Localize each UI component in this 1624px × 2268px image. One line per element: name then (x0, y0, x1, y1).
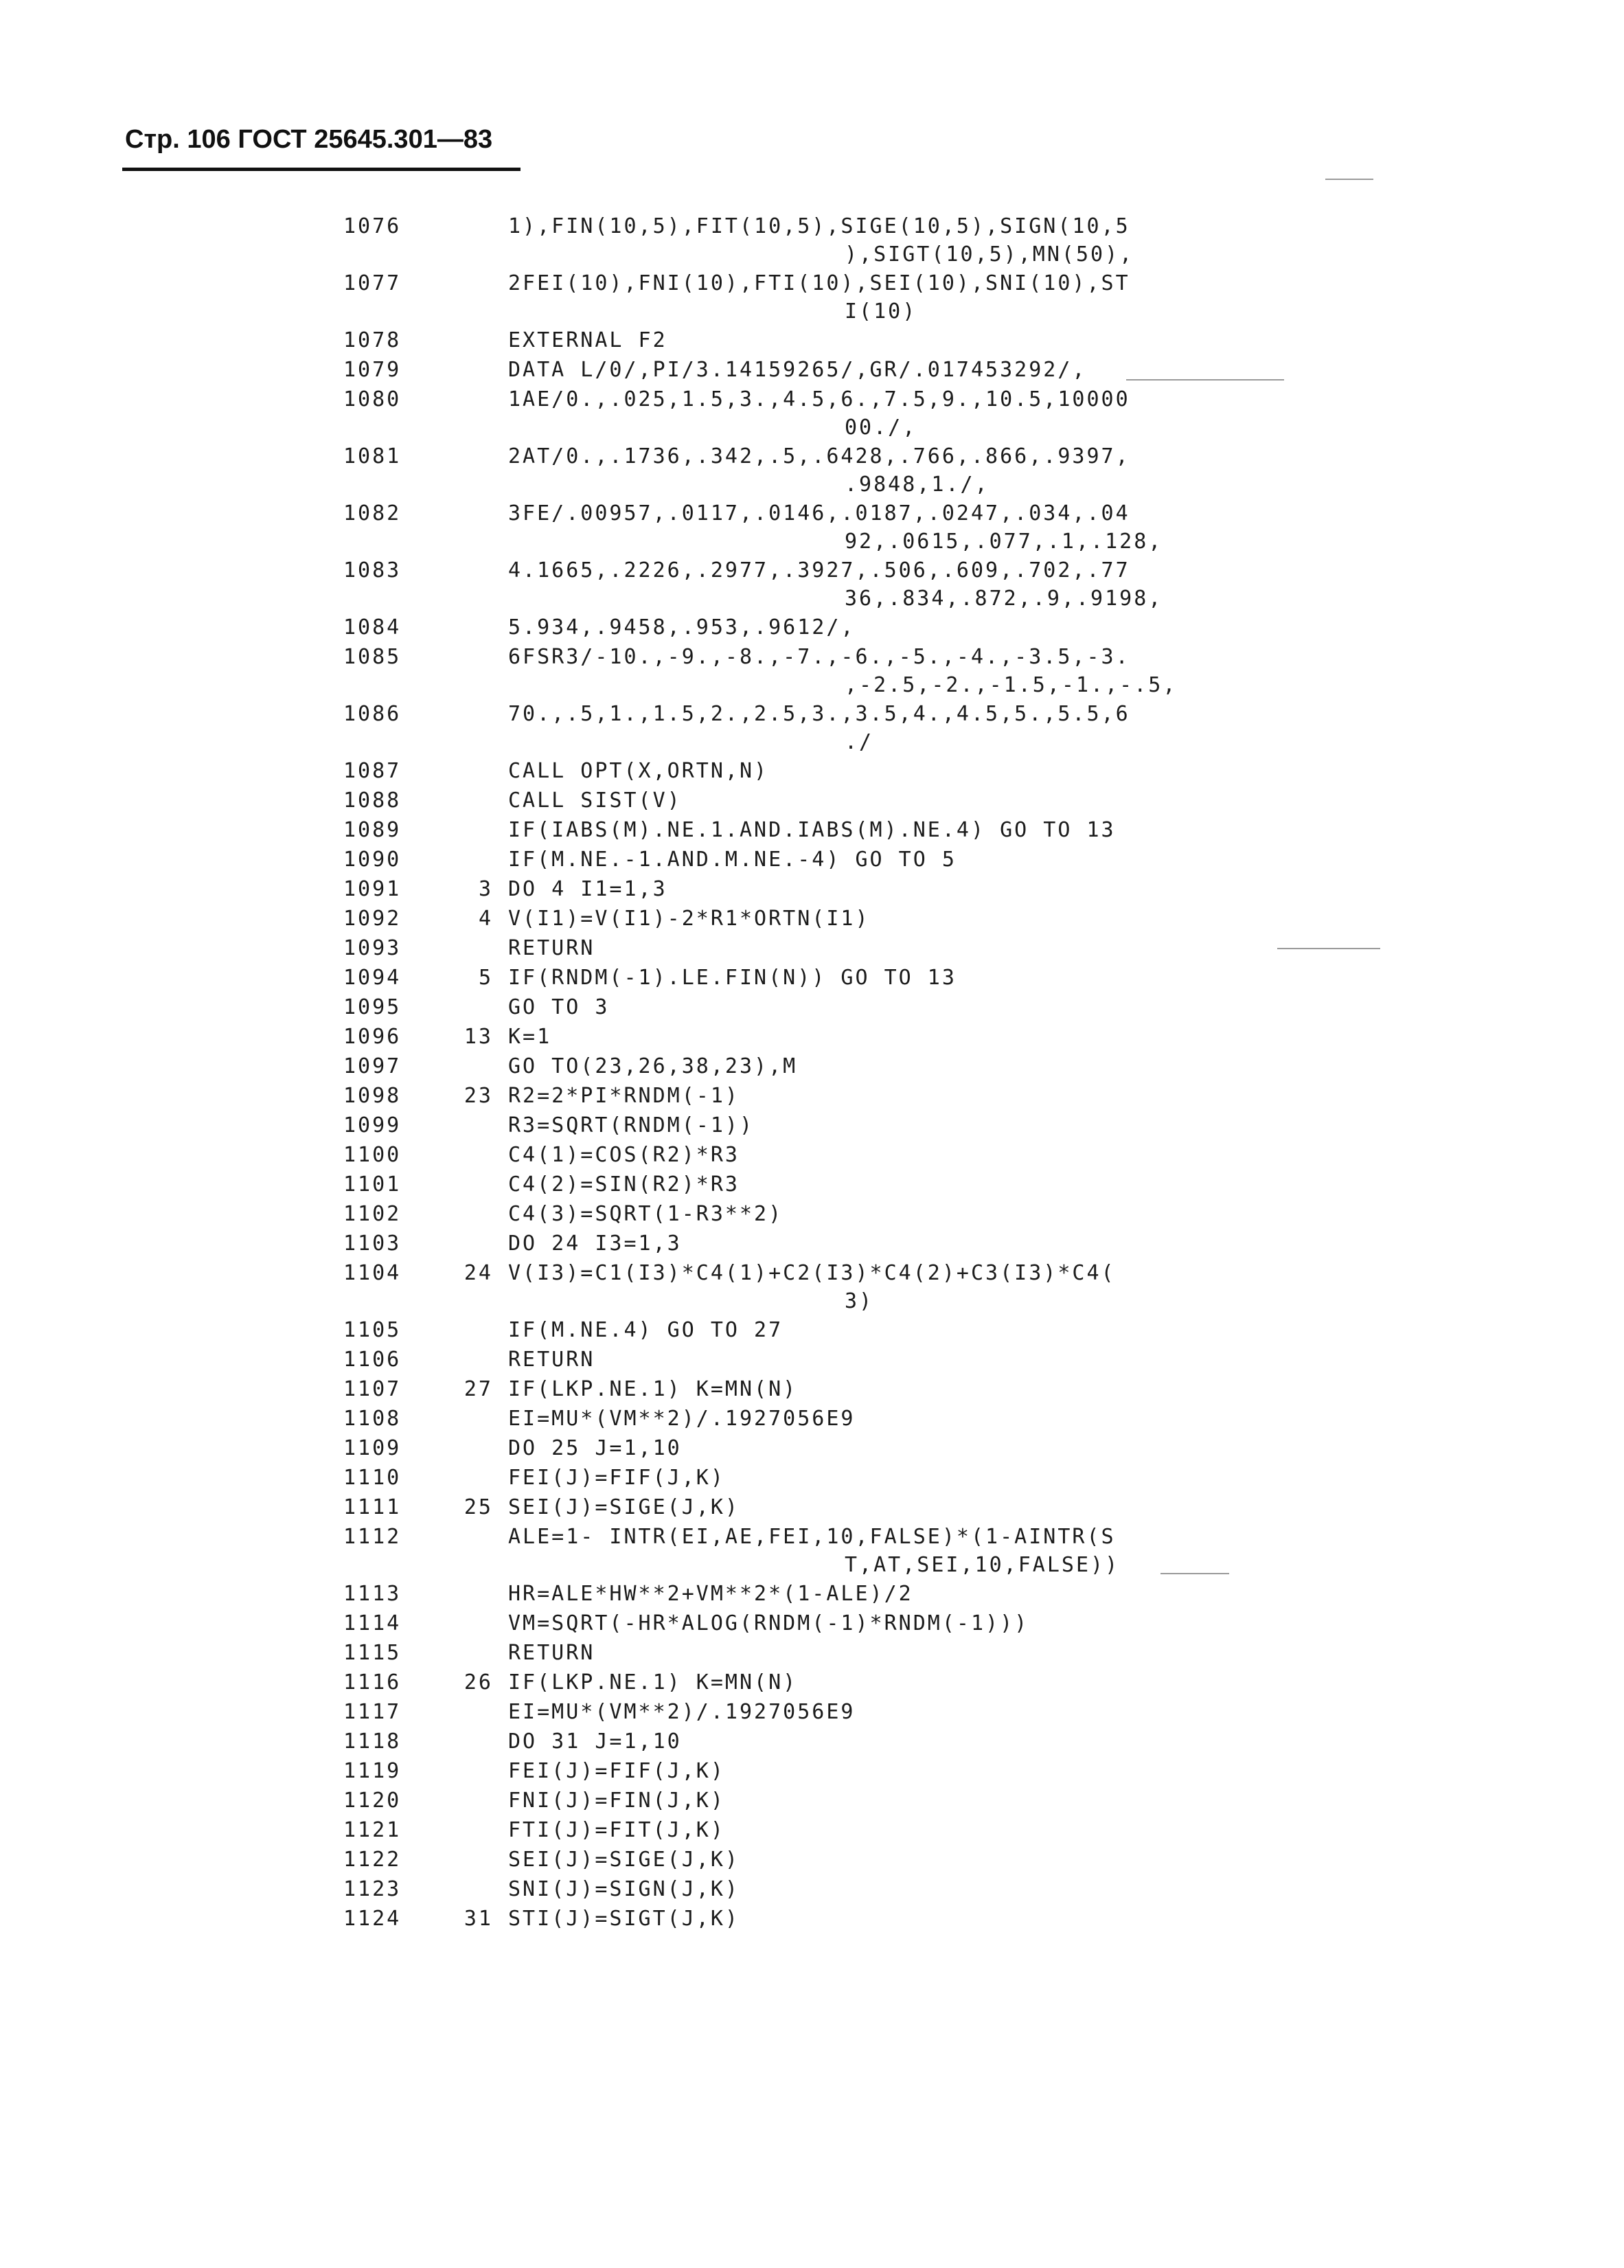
code-text-block (508, 442, 1415, 499)
line-number: 1112 (343, 1525, 402, 1549)
code-text-block (508, 1463, 1415, 1493)
code-line (343, 1170, 1415, 1199)
code-line (343, 642, 1415, 699)
code-text: FTI(J)=FIT(J,K) (508, 1818, 725, 1842)
code-line (343, 904, 1415, 933)
code-continuation: T,AT,SEI,10,FALSE)) (845, 1553, 1120, 1577)
line-number: 1100 (343, 1143, 402, 1167)
line-number: 1123 (343, 1877, 402, 1901)
code-line (343, 1315, 1415, 1345)
code-text-block (508, 1199, 1415, 1229)
statement-label: 26 (464, 1670, 493, 1694)
statement-label: 3 (478, 877, 493, 901)
code-text-block (508, 963, 1415, 993)
statement-label: 31 (464, 1907, 493, 1931)
code-text-block (508, 1579, 1415, 1609)
line-number: 1081 (343, 444, 402, 468)
code-line (343, 874, 1415, 904)
code-text: DO 31 J=1,10 (508, 1730, 682, 1754)
line-number: 1122 (343, 1848, 402, 1872)
code-text-block (508, 1022, 1415, 1052)
code-text-block (508, 1815, 1415, 1845)
code-text-block (508, 1845, 1415, 1874)
code-line (343, 613, 1415, 642)
code-text-block (508, 1786, 1415, 1815)
line-number: 1096 (343, 1025, 402, 1049)
line-number: 1079 (343, 358, 402, 382)
line-number: 1083 (343, 558, 402, 582)
line-number: 1110 (343, 1466, 402, 1490)
line-number: 1085 (343, 645, 402, 669)
line-number: 1118 (343, 1730, 402, 1754)
line-number: 1102 (343, 1202, 402, 1226)
code-text: RETURN (508, 1348, 595, 1372)
code-line (343, 786, 1415, 815)
line-number: 1086 (343, 702, 402, 726)
line-number: 1076 (343, 214, 402, 238)
code-line (343, 1815, 1415, 1845)
line-number: 1089 (343, 818, 402, 842)
line-number: 1094 (343, 966, 402, 990)
code-continuation: ),SIGT(10,5),MN(50), (845, 242, 1134, 267)
code-text: VM=SQRT(-HR*ALOG(RNDM(-1)*RNDM(-1))) (508, 1611, 1029, 1635)
code-text: DATA L/0/,PI/3.14159265/,GR/.017453292/, (508, 358, 1087, 382)
scan-mark (1126, 379, 1284, 381)
code-text: CALL OPT(X,ORTN,N) (508, 759, 769, 783)
code-text-block (508, 1170, 1415, 1199)
statement-label: 13 (464, 1025, 493, 1049)
code-text-block (508, 1345, 1415, 1374)
code-line (343, 556, 1415, 613)
code-line (343, 212, 1415, 269)
code-listing (343, 212, 1415, 1934)
statement-label: 4 (478, 907, 493, 931)
code-continuation: ./ (845, 730, 874, 754)
code-text: IF(M.NE.4) GO TO 27 (508, 1318, 784, 1342)
code-line (343, 269, 1415, 326)
line-number: 1115 (343, 1641, 402, 1665)
statement-label: 25 (464, 1495, 493, 1519)
line-number: 1095 (343, 995, 402, 1019)
line-number: 1092 (343, 907, 402, 931)
code-line (343, 1111, 1415, 1140)
code-text: EI=MU*(VM**2)/.1927056E9 (508, 1700, 856, 1724)
line-number: 1077 (343, 271, 402, 295)
code-text: HR=ALE*HW**2+VM**2*(1-ALE)/2 (508, 1582, 913, 1606)
code-text-block (508, 1609, 1415, 1638)
scan-mark (1325, 179, 1373, 180)
code-text-block (508, 1111, 1415, 1140)
code-text-block (508, 499, 1415, 556)
code-text: EI=MU*(VM**2)/.1927056E9 (508, 1407, 856, 1431)
line-number: 1080 (343, 387, 402, 411)
code-text-block (508, 1727, 1415, 1756)
code-text: 5.934,.9458,.953,.9612/, (508, 615, 856, 639)
code-text: C4(3)=SQRT(1-R3**2) (508, 1202, 784, 1226)
code-line (343, 1874, 1415, 1904)
code-line (343, 933, 1415, 963)
code-text: STI(J)=SIGT(J,K) (508, 1907, 740, 1931)
code-text-block (508, 212, 1415, 269)
code-text-block (508, 1052, 1415, 1081)
code-continuation: 00./, (845, 416, 917, 440)
line-number: 1117 (343, 1700, 402, 1724)
code-text-block (508, 874, 1415, 904)
code-continuation: 3) (845, 1289, 874, 1313)
code-line (343, 1727, 1415, 1756)
statement-label: 23 (464, 1084, 493, 1108)
code-text-block (508, 1140, 1415, 1170)
code-line (343, 756, 1415, 786)
scan-mark (1277, 948, 1380, 949)
code-line (343, 1052, 1415, 1081)
code-line (343, 1374, 1415, 1404)
code-text: R2=2*PI*RNDM(-1) (508, 1084, 740, 1108)
code-text-block (508, 1081, 1415, 1111)
code-text: IF(IABS(M).NE.1.AND.IABS(M).NE.4) GO TO 13 (508, 818, 1116, 842)
line-number: 1082 (343, 501, 402, 525)
code-line (343, 1022, 1415, 1052)
code-text: R3=SQRT(RNDM(-1)) (508, 1113, 755, 1137)
code-text-block (508, 1229, 1415, 1258)
code-line (343, 1258, 1415, 1315)
code-line (343, 1229, 1415, 1258)
code-text-block (508, 385, 1415, 442)
line-number: 1107 (343, 1377, 402, 1401)
code-text-block (508, 786, 1415, 815)
code-text: IF(RNDM(-1).LE.FIN(N)) GO TO 13 (508, 966, 957, 990)
code-continuation: .9848,1./, (845, 473, 990, 497)
line-number: 1109 (343, 1436, 402, 1460)
code-text: EXTERNAL F2 (508, 328, 667, 352)
line-number: 1105 (343, 1318, 402, 1342)
line-number: 1091 (343, 877, 402, 901)
line-number: 1098 (343, 1084, 402, 1108)
line-number: 1108 (343, 1407, 402, 1431)
code-line (343, 1522, 1415, 1579)
code-continuation: ,-2.5,-2.,-1.5,-1.,-.5, (845, 673, 1178, 697)
code-text: V(I1)=V(I1)-2*R1*ORTN(I1) (508, 907, 870, 931)
code-line (343, 442, 1415, 499)
code-line (343, 1904, 1415, 1934)
line-number: 1088 (343, 789, 402, 813)
code-line (343, 1609, 1415, 1638)
code-line (343, 1199, 1415, 1229)
code-line (343, 1433, 1415, 1463)
code-line (343, 1140, 1415, 1170)
code-line (343, 1638, 1415, 1668)
code-line (343, 326, 1415, 355)
code-text: RETURN (508, 936, 595, 960)
code-text: GO TO(23,26,38,23),M (508, 1054, 798, 1078)
line-number: 1097 (343, 1054, 402, 1078)
statement-label: 5 (478, 966, 493, 990)
line-number: 1111 (343, 1495, 402, 1519)
code-text-block (508, 613, 1415, 642)
code-line (343, 499, 1415, 556)
code-text-block (508, 326, 1415, 355)
code-text-block (508, 1522, 1415, 1579)
code-text-block (508, 1697, 1415, 1727)
code-line (343, 1697, 1415, 1727)
code-line (343, 1493, 1415, 1522)
code-line (343, 845, 1415, 874)
code-text-block (508, 815, 1415, 845)
code-text-block (508, 1258, 1415, 1315)
line-number: 1084 (343, 615, 402, 639)
code-text-block (508, 1493, 1415, 1522)
line-number: 1114 (343, 1611, 402, 1635)
line-number: 1106 (343, 1348, 402, 1372)
code-text-block (508, 1404, 1415, 1433)
code-line (343, 815, 1415, 845)
line-number: 1113 (343, 1582, 402, 1606)
code-text: 4.1665,.2226,.2977,.3927,.506,.609,.702,.77 (508, 558, 1130, 582)
page-header: Стр. 106 ГОСТ 25645.301—83 (125, 125, 493, 154)
line-number: 1119 (343, 1759, 402, 1783)
code-text: 3FE/.00957,.0117,.0146,.0187,.0247,.034,.04 (508, 501, 1130, 525)
header-rule (122, 168, 521, 171)
code-text-block (508, 1638, 1415, 1668)
code-line (343, 963, 1415, 993)
code-text-block (508, 756, 1415, 786)
code-text: SNI(J)=SIGN(J,K) (508, 1877, 740, 1901)
code-line (343, 1345, 1415, 1374)
code-text: 2AT/0.,.1736,.342,.5,.6428,.766,.866,.9397, (508, 444, 1130, 468)
code-text: C4(2)=SIN(R2)*R3 (508, 1172, 740, 1197)
line-number: 1120 (343, 1789, 402, 1813)
line-number: 1124 (343, 1907, 402, 1931)
line-number: 1103 (343, 1232, 402, 1256)
code-text: IF(LKP.NE.1) K=MN(N) (508, 1670, 798, 1694)
code-text: ALE=1- INTR(EI,AE,FEI,10,FALSE)*(1-AINTR(S (508, 1525, 1116, 1549)
code-text: IF(M.NE.-1.AND.M.NE.-4) GO TO 5 (508, 848, 957, 872)
code-text-block (508, 269, 1415, 326)
scan-mark (1160, 1573, 1229, 1574)
code-line (343, 1081, 1415, 1111)
code-text: DO 24 I3=1,3 (508, 1232, 682, 1256)
code-text: RETURN (508, 1641, 595, 1665)
code-line (343, 1463, 1415, 1493)
code-text-block (508, 699, 1415, 756)
code-text-block (508, 1874, 1415, 1904)
code-line (343, 1404, 1415, 1433)
code-text: DO 25 J=1,10 (508, 1436, 682, 1460)
code-text: SEI(J)=SIGE(J,K) (508, 1495, 740, 1519)
code-text: CALL SIST(V) (508, 789, 682, 813)
code-text-block (508, 1315, 1415, 1345)
line-number: 1121 (343, 1818, 402, 1842)
code-line (343, 1786, 1415, 1815)
code-line (343, 1845, 1415, 1874)
code-text: GO TO 3 (508, 995, 610, 1019)
code-line (343, 1668, 1415, 1697)
code-continuation: 92,.0615,.077,.1,.128, (845, 530, 1163, 554)
code-line (343, 385, 1415, 442)
code-text-block (508, 1904, 1415, 1934)
code-text: 2FEI(10),FNI(10),FTI(10),SEI(10),SNI(10),ST (508, 271, 1130, 295)
code-text-block (508, 904, 1415, 933)
code-text: C4(1)=COS(R2)*R3 (508, 1143, 740, 1167)
code-continuation: I(10) (845, 299, 917, 324)
line-number: 1090 (343, 848, 402, 872)
code-line (343, 1579, 1415, 1609)
code-text: FEI(J)=FIF(J,K) (508, 1759, 725, 1783)
line-number: 1116 (343, 1670, 402, 1694)
code-line (343, 699, 1415, 756)
code-text-block (508, 556, 1415, 613)
code-text-block (508, 993, 1415, 1022)
line-number: 1093 (343, 936, 402, 960)
line-number: 1099 (343, 1113, 402, 1137)
code-text-block (508, 1668, 1415, 1697)
code-text-block (508, 642, 1415, 699)
code-text: K=1 (508, 1025, 552, 1049)
code-text: 1),FIN(10,5),FIT(10,5),SIGE(10,5),SIGN(10,5 (508, 214, 1130, 238)
code-text: 6FSR3/-10.,-9.,-8.,-7.,-6.,-5.,-4.,-3.5,-3. (508, 645, 1130, 669)
code-text-block (508, 1374, 1415, 1404)
code-text: IF(LKP.NE.1) K=MN(N) (508, 1377, 798, 1401)
line-number: 1078 (343, 328, 402, 352)
code-continuation: 36,.834,.872,.9,.9198, (845, 587, 1163, 611)
code-text-block (508, 1756, 1415, 1786)
code-text: SEI(J)=SIGE(J,K) (508, 1848, 740, 1872)
statement-label: 24 (464, 1261, 493, 1285)
code-text-block (508, 845, 1415, 874)
code-text: 70.,.5,1.,1.5,2.,2.5,3.,3.5,4.,4.5,5.,5.5,6 (508, 702, 1130, 726)
code-text: 1AE/0.,.025,1.5,3.,4.5,6.,7.5,9.,10.5,10000 (508, 387, 1130, 411)
code-text: FNI(J)=FIN(J,K) (508, 1789, 725, 1813)
statement-label: 27 (464, 1377, 493, 1401)
line-number: 1101 (343, 1172, 402, 1197)
code-text: V(I3)=C1(I3)*C4(1)+C2(I3)*C4(2)+C3(I3)*C4( (508, 1261, 1116, 1285)
code-line (343, 1756, 1415, 1786)
line-number: 1087 (343, 759, 402, 783)
code-text: DO 4 I1=1,3 (508, 877, 667, 901)
line-number: 1104 (343, 1261, 402, 1285)
code-line (343, 993, 1415, 1022)
code-text: FEI(J)=FIF(J,K) (508, 1466, 725, 1490)
code-text-block (508, 1433, 1415, 1463)
